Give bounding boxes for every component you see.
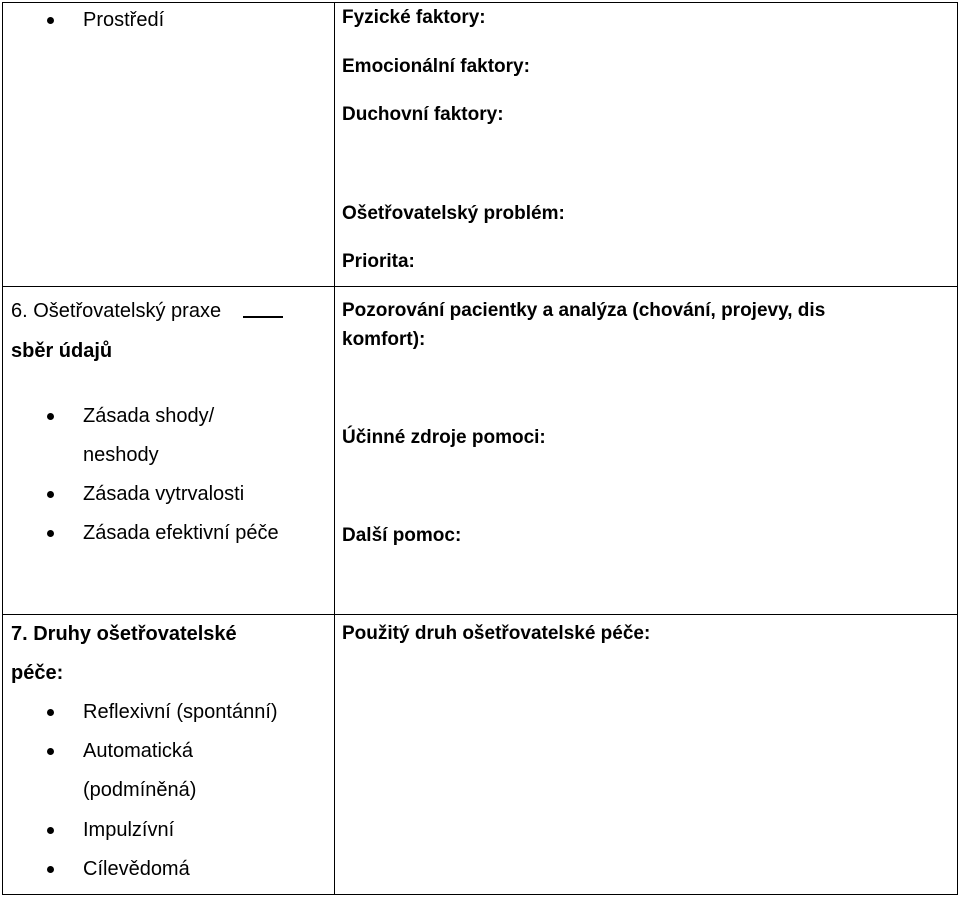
priority-label: Priorita:	[342, 251, 415, 272]
bullet-icon	[47, 866, 54, 873]
section-6-heading: 6. Ošetřovatelský praxe	[11, 300, 222, 322]
section-7-heading: 7. Druhy ošetřovatelské	[11, 623, 237, 645]
principle-item: Zásada shody/	[83, 405, 215, 427]
observation-label: Pozorování pacientky a analýza (chování, projevy, dis	[342, 300, 826, 321]
care-type-item-continuation: (podmíněná)	[83, 779, 197, 801]
bullet-icon	[47, 827, 54, 834]
heading-dash	[243, 316, 283, 318]
bullet-icon	[47, 709, 54, 716]
effective-resources-label: Účinné zdroje pomoci:	[342, 427, 546, 448]
nursing-problem-label: Ošetřovatelský problém:	[342, 203, 565, 224]
care-type-item: Reflexivní (spontánní)	[83, 701, 278, 723]
care-type-item: Impulzívní	[83, 819, 175, 841]
physical-factors-label: Fyzické faktory:	[342, 7, 486, 28]
emotional-factors-label: Emocionální faktory:	[342, 56, 530, 77]
used-care-type-label: Použitý druh ošetřovatelské péče:	[342, 623, 651, 644]
row-divider-1	[2, 286, 958, 287]
row-divider-2	[2, 614, 958, 615]
section-6-subheading: sběr údajů	[11, 340, 113, 362]
section-7-heading-continuation: péče:	[11, 662, 64, 684]
bullet-icon	[47, 530, 54, 537]
bullet-icon	[47, 491, 54, 498]
other-help-label: Další pomoc:	[342, 525, 462, 546]
care-type-item: Cílevědomá	[83, 858, 190, 880]
principle-item-continuation: neshody	[83, 444, 159, 466]
environment-label: Prostředí	[83, 9, 165, 31]
bullet-icon	[47, 17, 54, 24]
bullet-icon	[47, 413, 54, 420]
bullet-icon	[47, 748, 54, 755]
principle-item: Zásada efektivní péče	[83, 522, 279, 544]
spiritual-factors-label: Duchovní faktory:	[342, 104, 504, 125]
principle-item: Zásada vytrvalosti	[83, 483, 245, 505]
care-type-item: Automatická	[83, 740, 194, 762]
column-divider	[334, 2, 335, 895]
observation-label-continuation: komfort):	[342, 329, 426, 350]
